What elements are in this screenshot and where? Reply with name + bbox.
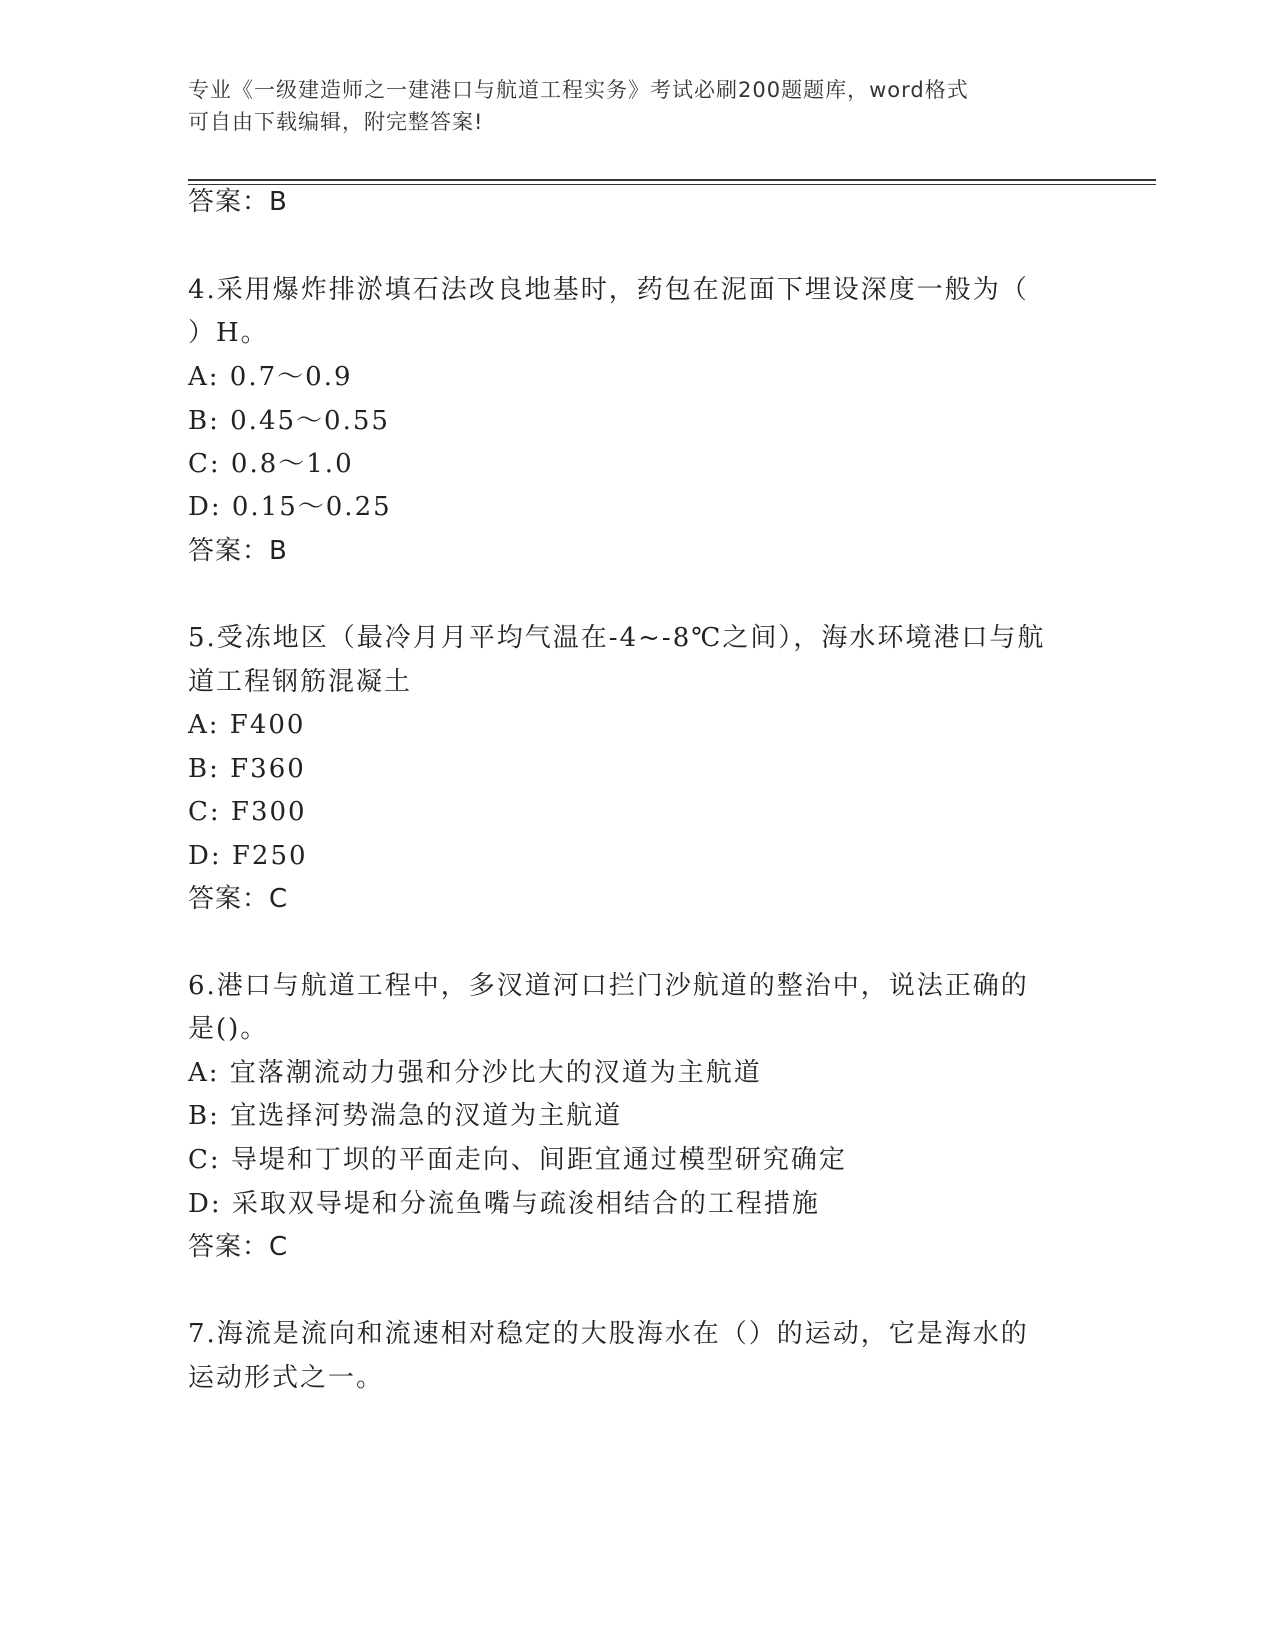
question-6-option-b: B: 宜选择河势湍急的汊道为主航道: [188, 1101, 623, 1131]
question-4-option-b: B: 0.45～0.55: [188, 406, 390, 436]
question-4-stem-line-2: ）H。: [188, 318, 269, 348]
question-4-answer: 答案：B: [188, 536, 288, 566]
question-5-answer: 答案：C: [188, 884, 289, 914]
question-4-option-c: C: 0.8～1.0: [188, 449, 354, 479]
question-4-option-a: A: 0.7～0.9: [188, 362, 353, 392]
question-7-stem-line-1: 7.海流是流向和流速相对稳定的大股海水在（）的运动，它是海水的: [188, 1319, 1029, 1349]
question-6-stem-line-2: 是()。: [188, 1014, 269, 1044]
question-4-stem-line-1: 4.采用爆炸排淤填石法改良地基时，药包在泥面下埋设深度一般为（: [188, 275, 1029, 305]
question-5-option-a: A: F400: [188, 710, 306, 740]
question-5-stem-line-2: 道工程钢筋混凝土: [188, 667, 413, 697]
document-header: [188, 74, 1088, 138]
question-6-option-a: A: 宜落潮流动力强和分沙比大的汊道为主航道: [188, 1058, 762, 1088]
question-5-option-b: B: F360: [188, 754, 306, 784]
question-5-option-d: D: F250: [188, 841, 308, 871]
question-6-answer: 答案：C: [188, 1232, 289, 1262]
question-7-stem-line-2: 运动形式之一。: [188, 1363, 385, 1393]
previous-answer: 答案：B: [188, 187, 288, 217]
header-rule-thin: [188, 184, 1156, 185]
header-line-2: 可自由下载编辑，附完整答案!: [188, 110, 484, 134]
header-rule-thick: [188, 179, 1156, 181]
question-4-option-d: D: 0.15～0.25: [188, 492, 392, 522]
question-6-option-d: D: 采取双导堤和分流鱼嘴与疏浚相结合的工程措施: [188, 1189, 820, 1219]
question-5-option-c: C: F300: [188, 797, 307, 827]
header-line-1: 专业《一级建造师之一建港口与航道工程实务》考试必刷200题题库，word格式: [188, 78, 969, 102]
question-6-stem-line-1: 6.港口与航道工程中，多汊道河口拦门沙航道的整治中，说法正确的: [188, 971, 1029, 1001]
question-6-option-c: C: 导堤和丁坝的平面走向、间距宜通过模型研究确定: [188, 1145, 847, 1175]
question-5-stem-line-1: 5.受冻地区（最冷月月平均气温在-4~-8℃之间），海水环境港口与航: [188, 623, 1046, 653]
